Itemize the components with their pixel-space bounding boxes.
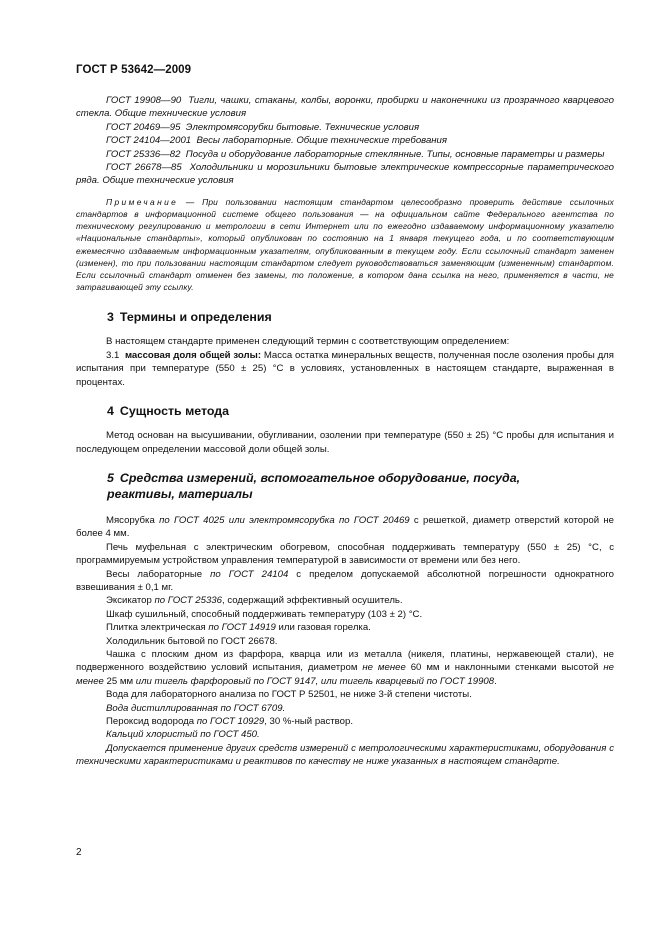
section-4-text: Метод основан на высушивании, обугливании, озолении при температуре (550 ± 25) °С пробы для испытания и последующем определении массовой доли общей золы. <box>76 430 614 455</box>
reference-item: ГОСТ 25336—82 Посуда и оборудование лабораторные стеклянные. Типы, основные параметры и размеры <box>106 148 605 160</box>
term-definition: 3.1 массовая доля общей золы: Масса остатка минеральных веществ, полученная после озоления пробы для испытания при температуре (550 ± 25) °С в условиях, установленных в настоящем стандарте, выраженная в процентах. <box>76 349 614 388</box>
page-number: 2 <box>76 847 82 858</box>
reagent-water-lab: Вода для лабораторного анализа по ГОСТ Р 52501, не ниже 3-й степени чистоты. <box>106 689 472 701</box>
equipment-furnace: Печь муфельная с электрическим обогревом, способная поддерживать температуру (550 ± 25) °С, с программируемым устройством управления температурой в зависимости от времени или без него. <box>76 541 614 567</box>
note-text: — При пользовании настоящим стандартом целесообразно проверить действие ссылочных стандартов в информационной системе общего пользования — на официальном сайте Федерального агентства по техническому регулированию и метрологии в сети Интернет или по ежегодно издаваемому информационному указателю «Национальные стандарты», который опубликован по состоянию на 1 января текущего года, и по соответствующим ежемесячно издаваемым информационным указателям, опубликованным в текущем году. Если ссылочный стандарт заменен (изменен), то при пользовании настоящим стандартом следует руководствоваться заменяющим (измененным) стандартом. Если ссылочный стандарт отменен без замены, то положение, в котором дана ссылка на него, применяется в части, не затрагивающей эту ссылку. <box>76 196 614 293</box>
equipment-scales: Весы лабораторные по ГОСТ 24104 с пределом допускаемой абсолютной погрешности однократного взвешивания ± 0,1 мг. <box>76 568 614 593</box>
equipment-oven: Шкаф сушильный, способный поддерживать температуру (103 ± 2) °С. <box>106 608 423 620</box>
reference-item: ГОСТ 26678—85 Холодильники и морозильники бытовые электрические компрессорные параметрического ряда. Общие технические условия <box>76 162 614 187</box>
document-body <box>76 94 614 769</box>
equipment-fridge: Холодильник бытовой по ГОСТ 26678. <box>106 635 278 647</box>
normative-references <box>76 94 614 188</box>
section-5 <box>76 470 614 769</box>
equipment-dish: Чашка с плоским дном из фарфора, кварца или из металла (никеля, платины, нержавеющей стали), не подверженного воздействию условий испытания, диаметром не менее 60 мм и наклонными стенками высотой не менее 25 мм или тигель фарфоровый по ГОСТ 9147, или тигель кварцевый по ГОСТ 19908. <box>76 648 614 687</box>
note-paragraph <box>76 196 614 294</box>
section-3 <box>76 309 614 389</box>
equipment-desiccator: Эксикатор по ГОСТ 25336, содержащий эффективный осушитель. <box>106 595 403 607</box>
term-name: массовая доля общей золы: <box>124 349 262 361</box>
reagent-calcium-chloride: Кальций хлористый по ГОСТ 450. <box>106 729 260 741</box>
document-header: ГОСТ Р 53642—2009 <box>76 64 192 76</box>
equipment-plate: Плитка электрическая по ГОСТ 14919 или газовая горелка. <box>106 622 371 634</box>
equipment-substitution-note: Допускается применение других средств измерений с метрологическими характеристиками, оборудования с техническими характеристиками и реактивов по качеству не ниже указанных в настоящем стандарте. <box>76 742 614 768</box>
section-5-heading: 5 Средства измерений, вспомогательное оборудование, посуда, реактивы, материалы <box>107 470 521 501</box>
reference-item: ГОСТ 24104—2001 Весы лабораторные. Общие технические требования <box>106 135 448 147</box>
section-4-heading: 4 Сущность метода <box>107 404 230 419</box>
reference-item: ГОСТ 20469—95 Электромясорубки бытовые. Технические условия <box>106 121 420 133</box>
section-3-heading: 3 Термины и определения <box>107 310 272 325</box>
note-label: Примечание <box>106 196 179 207</box>
reagent-water-distilled: Вода дистиллированная по ГОСТ 6709. <box>106 702 286 714</box>
reference-item: ГОСТ 19908—90 Тигли, чашки, стаканы, колбы, воронки, пробирки и наконечники из прозрачного кварцевого стекла. Общие технические условия <box>76 95 614 120</box>
section-3-intro: В настоящем стандарте применен следующий термин с соответствующим определением: <box>106 336 510 348</box>
reagent-peroxide: Пероксид водорода по ГОСТ 10929, 30 %-ный раствор. <box>106 716 354 727</box>
section-4 <box>76 403 614 456</box>
equipment-mincer: Мясорубка по ГОСТ 4025 или электромясорубка по ГОСТ 20469 с решеткой, диаметр отверстий которой не более 4 мм. <box>76 514 615 540</box>
